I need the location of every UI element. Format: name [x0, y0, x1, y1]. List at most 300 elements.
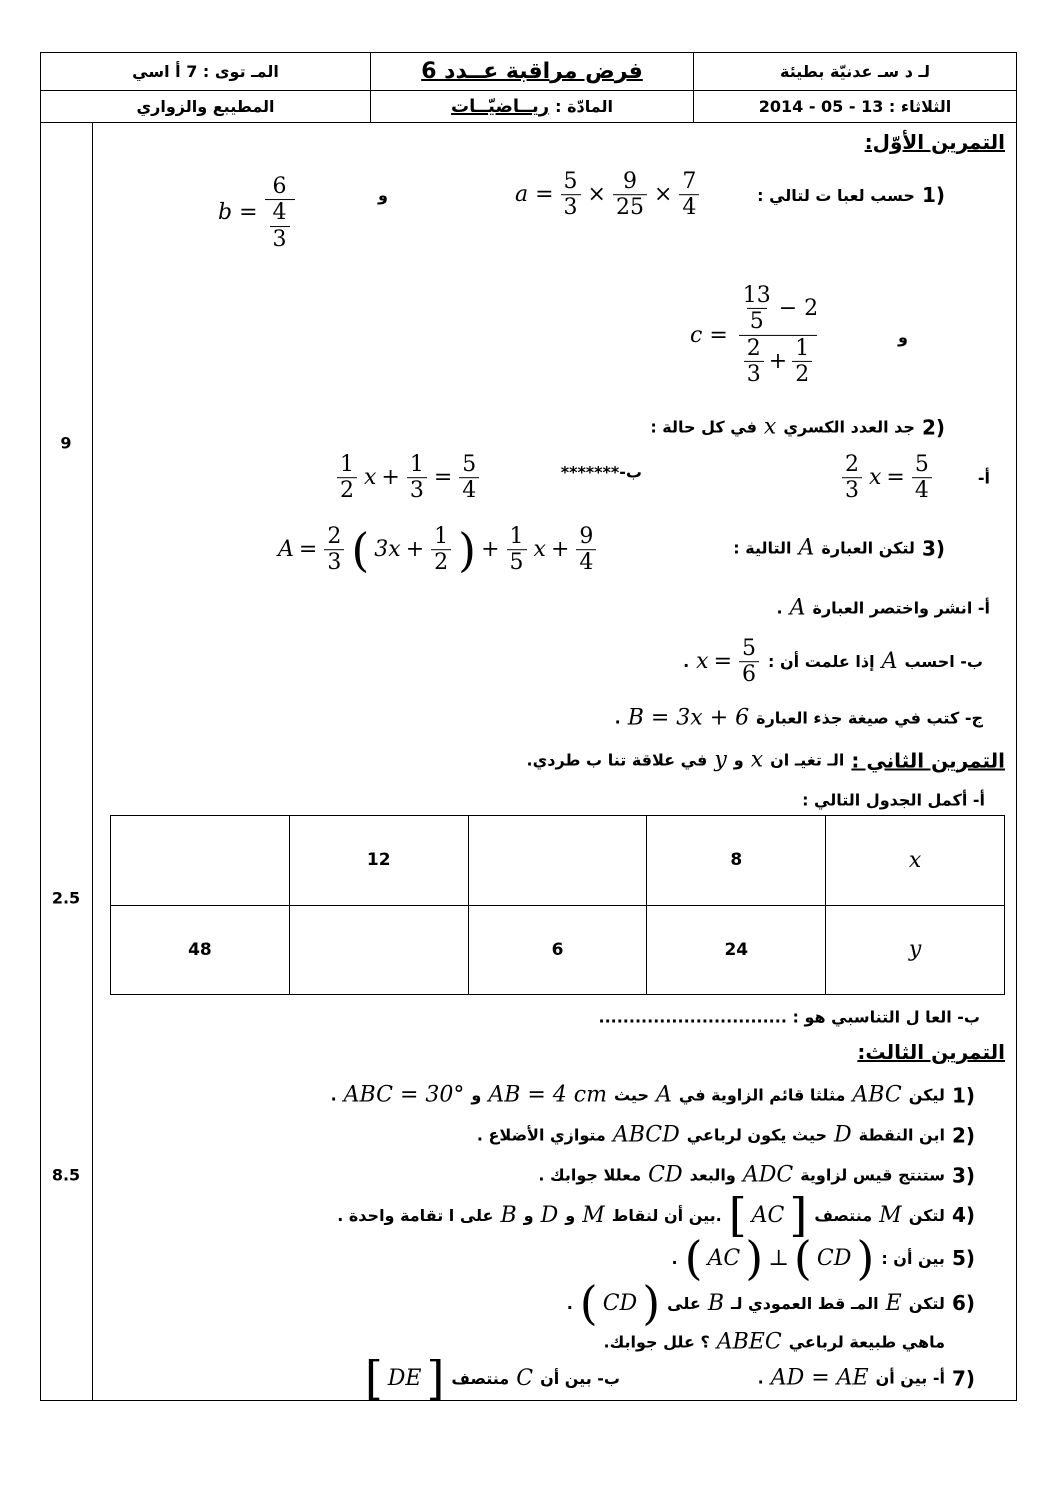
- header-date: الثلاثاء : 13 - 05 - 2014: [693, 90, 1017, 123]
- table-cell: [289, 905, 468, 995]
- math-term: B = 3x + 6: [627, 705, 750, 731]
- math-term: ⊥: [768, 1245, 789, 1271]
- line-p2: [477, 1123, 975, 1148]
- exercise-title: التمرين الثاني :: [851, 748, 1005, 772]
- math-term: a =: [515, 182, 554, 208]
- fraction: [679, 169, 699, 221]
- arabic-text: و: [898, 327, 908, 347]
- math-term: ABC: [852, 1082, 902, 1108]
- math-expression: [218, 174, 297, 252]
- fraction-denominator: [739, 662, 759, 688]
- line-ex1-title: [865, 130, 1005, 154]
- fraction-denominator: [407, 478, 427, 504]
- fraction-denominator: [459, 478, 479, 504]
- fraction: [613, 169, 647, 221]
- arabic-text: على: [667, 1293, 701, 1313]
- math-expression: [696, 636, 761, 688]
- math-expression: [882, 650, 898, 675]
- math-expression: [613, 1123, 680, 1148]
- arabic-text: في كل حالة :: [650, 417, 757, 437]
- math-term: 3: [327, 550, 342, 576]
- line-alef: [978, 469, 990, 488]
- table-cell: [468, 816, 647, 906]
- math-term: 1: [340, 452, 354, 478]
- line-and1: [378, 186, 388, 205]
- math-term: A: [655, 1082, 672, 1108]
- arabic-text: ليكن: [908, 1085, 945, 1105]
- math-term: =: [886, 465, 905, 491]
- line-q2: [650, 415, 945, 440]
- math-term: 13: [742, 282, 771, 308]
- math-term: D: [540, 1202, 559, 1228]
- line-p7: [758, 1366, 975, 1391]
- math-term: A: [278, 537, 294, 563]
- math-term: 6: [272, 174, 287, 200]
- line-p6b: [604, 1330, 945, 1355]
- line-and2: [898, 328, 908, 347]
- fraction: [265, 174, 295, 252]
- question-number: 1): [951, 1083, 975, 1107]
- line-p4: [337, 1188, 975, 1242]
- math-term: =: [433, 465, 453, 491]
- table-cell: 12: [289, 816, 468, 906]
- fraction-denominator: [739, 335, 817, 388]
- arabic-text: المـ قط العمودي لـ: [730, 1293, 879, 1313]
- fraction-denominator: [507, 550, 527, 576]
- line-b-expr: [218, 174, 297, 252]
- fraction-numerator: [739, 636, 759, 661]
- fraction-denominator: [431, 550, 451, 576]
- math-term: 9: [622, 169, 637, 195]
- arabic-text: منتصف: [814, 1205, 873, 1225]
- bracket: ]: [426, 1351, 445, 1405]
- line-q3a: [777, 596, 990, 621]
- math-term: ABCD: [612, 1122, 680, 1148]
- math-term: AC: [751, 1202, 785, 1228]
- arabic-text: في علاقة تنا ب طردي.: [526, 750, 708, 770]
- table-cell: 8: [647, 816, 826, 906]
- math-term: +: [405, 537, 425, 563]
- math-term: 1: [795, 335, 810, 361]
- fraction-denominator: [270, 226, 290, 252]
- math-term: DE: [387, 1365, 422, 1391]
- fraction-numerator: [431, 524, 451, 549]
- arabic-text: لتكن: [908, 1293, 945, 1313]
- arabic-text: ابن النقطة: [858, 1125, 945, 1145]
- bracket: ): [642, 1276, 661, 1330]
- math-expression: [751, 748, 763, 773]
- math-term: 2: [434, 550, 449, 576]
- exam-title-text: فرض مراقبة عــدد 6: [421, 59, 643, 84]
- line-ba: [561, 463, 642, 482]
- math-expression: [714, 748, 726, 773]
- math-term: AC: [707, 1245, 741, 1271]
- bracket: (: [684, 1231, 703, 1285]
- arabic-text: حيث: [613, 1085, 649, 1105]
- line-p5: [671, 1231, 976, 1285]
- bracket: (: [351, 523, 370, 577]
- bracket: ): [745, 1231, 764, 1285]
- math-term: 4: [272, 200, 287, 226]
- arabic-text: .: [566, 1293, 573, 1313]
- fraction: [459, 452, 479, 504]
- arabic-text: لتكن: [908, 1205, 945, 1225]
- line-p6: [566, 1276, 975, 1330]
- table-row-y: [111, 905, 1005, 995]
- arabic-text: منتصف: [451, 1368, 510, 1388]
- fraction-denominator: [912, 478, 932, 504]
- math-term: E: [885, 1290, 902, 1316]
- arabic-text: التالية :: [733, 538, 792, 558]
- math-term: B: [707, 1290, 724, 1316]
- table-row-header-x: x: [826, 816, 1005, 906]
- exercise-title: التمرين الأوّل:: [864, 130, 1005, 154]
- math-expression: [708, 1291, 724, 1316]
- subject-label: المادّة :: [555, 97, 613, 116]
- fraction-numerator: [744, 336, 764, 361]
- line-q2a: [802, 791, 985, 810]
- math-term: 2: [340, 478, 354, 504]
- math-expression: [500, 1203, 516, 1228]
- arabic-text: .: [671, 1248, 678, 1268]
- question-number: 2): [921, 415, 945, 439]
- arabic-text: بين أن :: [881, 1248, 945, 1268]
- math-expression: [879, 1203, 902, 1228]
- arabic-text: أ- أكمل الجدول التالي :: [802, 790, 985, 810]
- fraction-numerator: [735, 283, 821, 335]
- math-expression: [278, 524, 598, 576]
- fraction-denominator: [613, 195, 647, 221]
- fraction-numerator: [459, 452, 479, 477]
- math-expression: [690, 283, 823, 387]
- bracket: (: [579, 1276, 598, 1330]
- bracket: [: [728, 1188, 747, 1242]
- question-number: 2): [951, 1123, 975, 1147]
- math-term: CD: [602, 1290, 638, 1316]
- line-q3b: [683, 636, 983, 688]
- math-term: +: [550, 537, 570, 563]
- math-term: 4: [682, 195, 697, 221]
- arabic-text: و: [523, 1205, 534, 1225]
- table-row-x: [111, 816, 1005, 906]
- math-term: b =: [218, 200, 258, 226]
- fraction-denominator: [792, 361, 812, 387]
- math-term: 5: [742, 636, 757, 662]
- line-ex2-title: [527, 748, 1006, 773]
- table-cell: [111, 816, 290, 906]
- exam-title: [370, 52, 694, 91]
- math-expression: [582, 1203, 605, 1228]
- question-number: 1): [921, 183, 945, 207]
- math-term: 7: [682, 169, 697, 195]
- math-term: x: [750, 747, 764, 773]
- math-term: 5: [563, 169, 578, 195]
- fraction-numerator: [270, 174, 290, 199]
- math-expression: [852, 1083, 901, 1108]
- arabic-text: .بين أن لنقاط: [611, 1205, 722, 1225]
- score-exercise-3: 8.5: [51, 1165, 81, 1185]
- fraction-numerator: [912, 452, 932, 477]
- arabic-text: أ-: [977, 468, 990, 488]
- arabic-text: جد العدد الكسري: [783, 417, 915, 437]
- math-term: 4: [579, 550, 594, 576]
- math-term: c =: [690, 322, 728, 348]
- math-term: ABC = 30°: [343, 1082, 465, 1108]
- fraction: [270, 200, 290, 252]
- fraction-denominator: [337, 478, 357, 504]
- math-expression: [541, 1203, 559, 1228]
- math-expression: [684, 1231, 875, 1285]
- math-term: 4: [462, 478, 477, 504]
- line-q3c: [615, 706, 983, 731]
- math-term: ×: [653, 182, 673, 208]
- math-expression: [834, 1123, 852, 1148]
- question-number: 3): [921, 536, 945, 560]
- math-expression: [488, 1083, 607, 1108]
- math-term: CD: [816, 1245, 852, 1271]
- arabic-text: لتكن العبارة: [821, 538, 915, 558]
- fraction-numerator: [679, 169, 699, 194]
- line-a-expr: [515, 169, 701, 221]
- math-expression: [579, 1276, 661, 1330]
- subject-value: ريــاضيّــات: [451, 96, 550, 117]
- arabic-text: والبعد: [689, 1165, 736, 1185]
- fraction-denominator: [576, 550, 596, 576]
- math-term: AD = AE: [770, 1365, 869, 1391]
- math-term: 1: [509, 524, 524, 550]
- line-eq-b: [335, 452, 481, 504]
- math-term: ABEC: [716, 1329, 782, 1355]
- bracket: ): [458, 523, 477, 577]
- arabic-text: أ- انشر واختصر العبارة: [812, 598, 990, 618]
- math-term: 3: [845, 478, 859, 504]
- fraction: [407, 452, 427, 504]
- score-column: [40, 122, 93, 1401]
- arabic-text: و: [471, 1085, 482, 1105]
- arabic-text: الـ تغيـ ان: [770, 750, 845, 770]
- arabic-text: مثلثا قائم الزاوية في: [678, 1085, 846, 1105]
- math-term: 3x: [374, 537, 401, 563]
- fraction-numerator: [407, 452, 427, 477]
- arabic-text: معللا جوابك .: [538, 1165, 642, 1185]
- math-term: B: [500, 1202, 517, 1228]
- math-term: x: [364, 465, 377, 491]
- math-term: ×: [587, 182, 606, 208]
- arabic-text: ماهي طبيعة لرباعي: [788, 1332, 945, 1352]
- line-q1: [757, 183, 945, 207]
- math-term: 2: [746, 335, 761, 361]
- arabic-text: أ- بين أن: [875, 1368, 945, 1388]
- score-exercise-2: 2.5: [51, 888, 81, 908]
- fraction-denominator: [747, 308, 767, 334]
- fraction-numerator: [561, 169, 581, 194]
- fraction-numerator: [842, 452, 862, 477]
- fraction: [735, 283, 821, 387]
- math-expression: [364, 1351, 445, 1405]
- bracket: (: [793, 1231, 812, 1285]
- math-term: x: [869, 465, 882, 491]
- fraction-numerator: [576, 524, 596, 549]
- fraction: [792, 336, 812, 388]
- arabic-text: إذا علمت أن :: [768, 652, 875, 672]
- fraction: [842, 452, 862, 504]
- fraction-denominator: [324, 550, 344, 576]
- math-term: +: [768, 348, 788, 374]
- math-term: 5: [509, 550, 524, 576]
- math-term: AB = 4 cm: [488, 1082, 607, 1108]
- header-level: المـ توى : 7 أ اسي: [40, 52, 371, 91]
- line-ex3-title: [857, 1040, 1005, 1064]
- fraction: [431, 524, 451, 576]
- math-term: M: [582, 1202, 605, 1228]
- math-term: 1: [409, 452, 424, 478]
- table-cell: 24: [647, 905, 826, 995]
- fraction: [337, 452, 357, 504]
- arabic-text: ب-*******: [560, 462, 642, 482]
- fraction-denominator: [842, 478, 862, 504]
- math-term: ADC: [742, 1162, 794, 1188]
- math-expression: [799, 536, 815, 561]
- table-cell: 48: [111, 905, 290, 995]
- line-p1: [331, 1083, 975, 1108]
- math-term: 3: [746, 361, 761, 387]
- math-term: C: [516, 1365, 534, 1391]
- arabic-text: .: [757, 1368, 764, 1388]
- table-cell: 6: [468, 905, 647, 995]
- math-term: +: [481, 537, 500, 563]
- math-expression: [790, 596, 806, 621]
- math-term: 9: [579, 524, 594, 550]
- math-term: 5: [749, 309, 764, 335]
- line-p3: [538, 1163, 975, 1188]
- arabic-text: ب- العا ل التناسبي هو : ...............................: [598, 1007, 980, 1027]
- math-term: 25: [615, 195, 644, 221]
- math-term: M: [879, 1202, 902, 1228]
- arabic-text: و: [565, 1205, 576, 1225]
- exercise-title: التمرين الثالث:: [857, 1040, 1005, 1064]
- question-number: 3): [951, 1163, 975, 1187]
- question-number: 7): [951, 1366, 975, 1390]
- math-expression: [764, 415, 776, 440]
- bracket: ]: [789, 1188, 808, 1242]
- math-expression: [840, 452, 934, 504]
- proportionality-table: [110, 815, 1005, 995]
- fraction-numerator: [620, 169, 640, 194]
- fraction-denominator: [679, 195, 699, 221]
- math-term: 2: [845, 452, 859, 478]
- math-term: 3: [409, 478, 424, 504]
- math-expression: [656, 1083, 672, 1108]
- header-subject: [370, 90, 694, 123]
- fraction-denominator: [744, 361, 764, 387]
- arabic-text: .: [614, 708, 621, 728]
- math-expression: [515, 169, 701, 221]
- math-term: x: [533, 537, 546, 563]
- math-expression: [516, 1366, 533, 1391]
- arabic-text: ب- بين أن: [540, 1368, 620, 1388]
- math-expression: [743, 1163, 793, 1188]
- math-term: y: [714, 747, 727, 773]
- math-term: 3: [563, 195, 578, 221]
- math-term: 2: [327, 524, 342, 550]
- math-term: 4: [914, 478, 929, 504]
- arabic-text: و: [378, 185, 388, 205]
- math-term: 1: [434, 524, 449, 550]
- fraction: [324, 524, 344, 576]
- line-c-expr: [690, 283, 823, 387]
- math-term: 5: [462, 452, 477, 478]
- math-expression: [628, 706, 749, 731]
- fraction-numerator: [270, 200, 290, 225]
- fraction-numerator: [507, 524, 527, 549]
- math-term: A: [789, 595, 806, 621]
- header-teachers: المطيبع والزواري: [40, 90, 371, 123]
- question-number: 4): [951, 1203, 975, 1227]
- arabic-text: ب- احسب: [904, 652, 983, 672]
- arabic-text: و: [733, 750, 744, 770]
- math-term: A: [881, 649, 898, 675]
- math-term: +: [381, 465, 400, 491]
- arabic-text: ؟ علل جوابك.: [603, 1332, 710, 1352]
- line-A-expr: [278, 524, 598, 576]
- math-term: =: [713, 649, 733, 675]
- arabic-text: .: [683, 652, 690, 672]
- arabic-text: متوازي الأضلاع .: [476, 1125, 606, 1145]
- math-term: A: [798, 535, 815, 561]
- line-p7b: [364, 1351, 620, 1405]
- arabic-text: ج- كتب في صيغة جذء العبارة: [756, 708, 983, 728]
- math-term: − 2: [778, 296, 819, 322]
- fraction-numerator: [337, 452, 357, 477]
- math-expression: [648, 1163, 682, 1188]
- fraction-numerator: [324, 524, 344, 549]
- arabic-text: ستنتج قيس لزاوية: [800, 1165, 945, 1185]
- fraction-denominator: [265, 199, 295, 252]
- fraction: [739, 636, 759, 688]
- arabic-text: .: [776, 598, 783, 618]
- fraction: [912, 452, 932, 504]
- fraction: [576, 524, 596, 576]
- fraction-numerator: [792, 336, 812, 361]
- math-expression: [344, 1083, 465, 1108]
- fraction-numerator: [740, 283, 774, 308]
- question-number: 5): [951, 1246, 975, 1270]
- arabic-text: .: [330, 1085, 337, 1105]
- fraction: [740, 283, 774, 335]
- math-term: 6: [742, 662, 757, 688]
- table-row-header-y: y: [826, 905, 1005, 995]
- math-term: =: [298, 537, 318, 563]
- math-expression: [771, 1366, 869, 1391]
- fraction: [561, 169, 581, 221]
- fraction-denominator: [561, 195, 581, 221]
- fraction: [507, 524, 527, 576]
- math-expression: [335, 452, 481, 504]
- question-number: 6): [951, 1291, 975, 1315]
- bracket: ): [856, 1231, 875, 1285]
- math-term: 3: [272, 226, 287, 252]
- arabic-text: حسب لعبا ت لتالي :: [757, 185, 915, 205]
- arabic-text: حيث يكون لرباعي: [686, 1125, 827, 1145]
- math-term: x: [763, 414, 777, 440]
- arabic-text: على ا تقامة واحدة .: [337, 1205, 494, 1225]
- header-school: لـ د سـ عدنيّة بطيئة: [693, 52, 1017, 91]
- fraction: [744, 336, 764, 388]
- math-expression: [717, 1330, 782, 1355]
- math-term: 2: [795, 361, 810, 387]
- line-q3: [733, 536, 945, 561]
- math-term: D: [834, 1122, 852, 1148]
